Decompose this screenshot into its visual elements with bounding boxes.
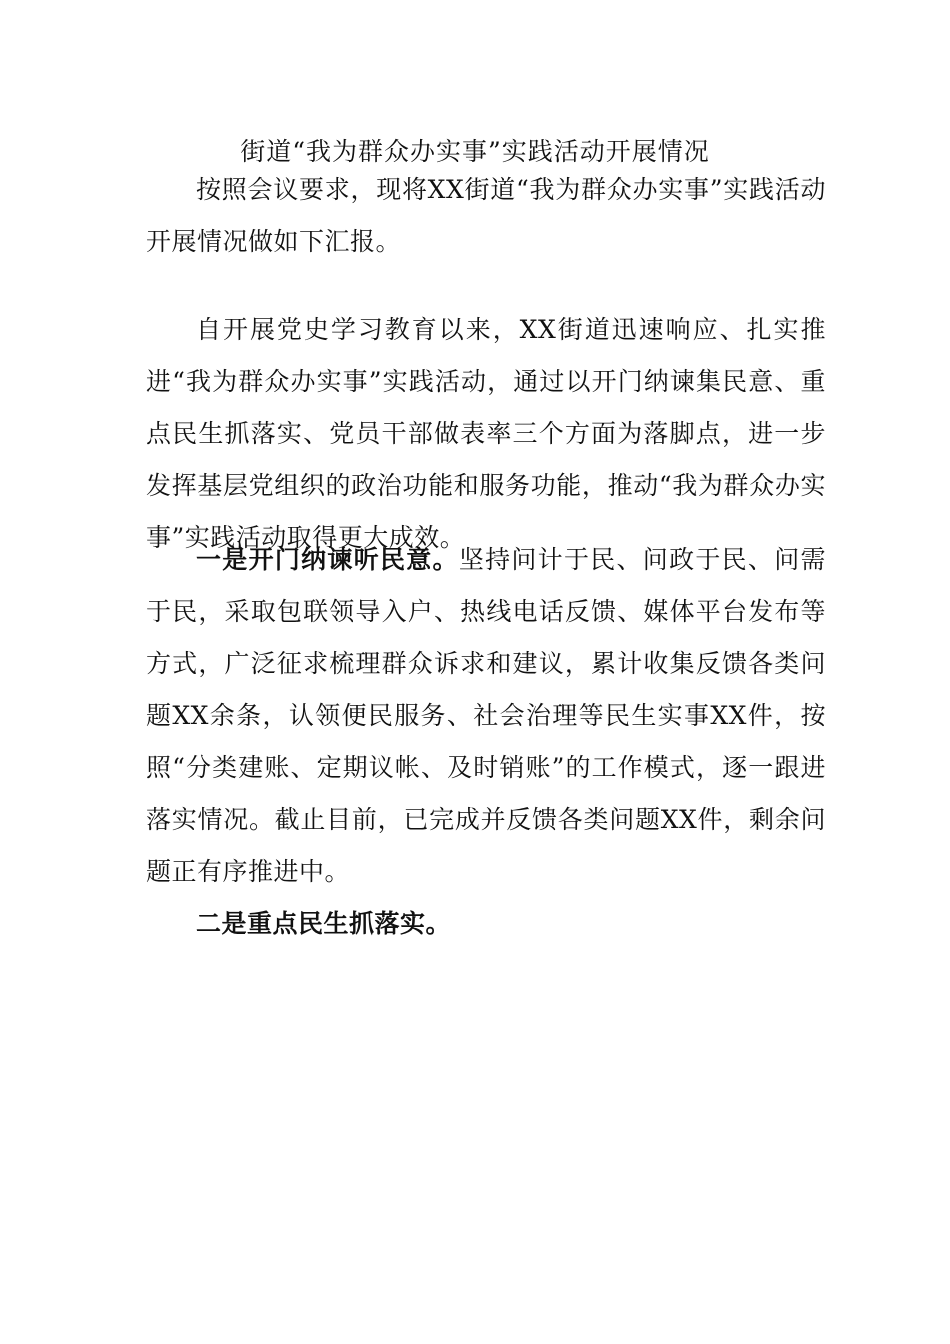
paragraph-section-one (146, 534, 826, 898)
section-two-heading: 二是重点民生抓落实。 (196, 909, 452, 938)
paragraph-text: 按照会议要求，现将XX街道“我为群众办实事”实践活动开展情况做如下汇报。 (146, 175, 826, 256)
paragraph-text: 自开展党史学习教育以来，XX街道迅速响应、扎实推进“我为群众办实事”实践活动，通过以开门纳谏集民意、重点民生抓落实、党员干部做表率三个方面为落脚点，进一步发挥基层党组织的政治功能和服务功能，推动“我为群众办实事”实践活动取得更大成效。 (146, 315, 826, 552)
paragraph-section-two (146, 898, 826, 950)
paragraph-overview (146, 304, 826, 564)
paragraph-text: 坚持问计于民、问政于民、问需于民，采取包联领导入户、热线电话反馈、媒体平台发布等方式，广泛征求梳理群众诉求和建议，累计收集反馈各类问题XX余条，认领便民服务、社会治理等民生实事XX件，按照“分类建账、定期议帐、及时销账”的工作模式，逐一跟进落实情况。截止目前，已完成并反馈各类问题XX件，剩余问题正有序推进中。 (146, 545, 826, 886)
document-title: 街道“我为群众办实事”实践活动开展情况 (240, 137, 710, 166)
paragraph-intro (146, 164, 826, 268)
section-one-heading: 一是开门纳谏听民意。 (196, 545, 459, 574)
